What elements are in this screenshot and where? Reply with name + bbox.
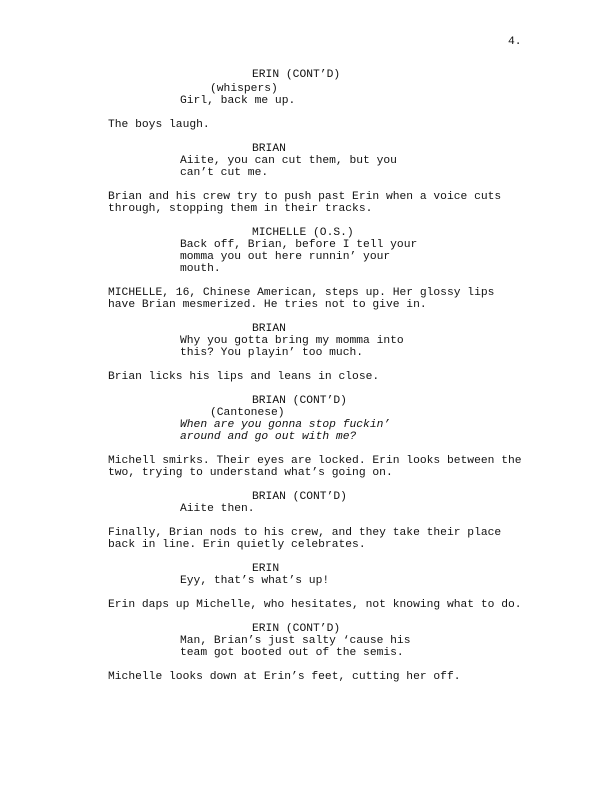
dialogue-block bbox=[180, 635, 411, 659]
text-line: MICHELLE, 16, Chinese American, steps up. Her glossy lips bbox=[108, 287, 495, 299]
dialogue-block bbox=[180, 575, 329, 587]
text-line: Finally, Brian nods to his crew, and they take their place bbox=[108, 527, 502, 539]
dialogue-block bbox=[180, 419, 390, 443]
text-line: Aiite then. bbox=[180, 503, 255, 515]
character-cue bbox=[252, 395, 347, 407]
action-line bbox=[108, 671, 461, 683]
text-line: Michelle looks down at Erin’s feet, cutting her off. bbox=[108, 671, 461, 683]
text-line: BRIAN (CONT’D) bbox=[252, 491, 347, 503]
text-line: ERIN (CONT’D) bbox=[252, 69, 341, 81]
page-number: 4. bbox=[508, 36, 522, 48]
text-line: BRIAN bbox=[252, 143, 286, 155]
text-line: ERIN (CONT’D) bbox=[252, 623, 341, 635]
character-cue bbox=[252, 623, 340, 635]
text-line: momma you out here runnin’ your bbox=[180, 251, 391, 263]
text-line: Aiite, you can cut them, but you bbox=[180, 155, 397, 167]
text-line: MICHELLE (O.S.) bbox=[252, 227, 354, 239]
text-line: mouth. bbox=[180, 263, 221, 275]
character-cue bbox=[252, 69, 340, 81]
text-line: Girl, back me up. bbox=[180, 95, 296, 107]
action-line bbox=[108, 371, 379, 383]
parenthetical bbox=[210, 83, 278, 95]
dialogue-block bbox=[180, 335, 404, 359]
text-line: The boys laugh. bbox=[108, 119, 210, 131]
text-line: Brian and his crew try to push past Erin when a voice cuts bbox=[108, 191, 502, 203]
action-line bbox=[108, 527, 501, 551]
text-line: around and go out with me? bbox=[180, 431, 357, 443]
text-line: through, stopping them in their tracks. bbox=[108, 203, 373, 215]
text-line: Back off, Brian, before I tell your bbox=[180, 239, 418, 251]
dialogue-block bbox=[180, 155, 397, 179]
text-line: When are you gonna stop fuckin’ bbox=[180, 419, 391, 431]
text-line: BRIAN bbox=[252, 323, 286, 335]
dialogue-block bbox=[180, 239, 417, 275]
text-line: Brian licks his lips and leans in close. bbox=[108, 371, 380, 383]
dialogue-block bbox=[180, 95, 295, 107]
parenthetical bbox=[210, 407, 285, 419]
action-line bbox=[108, 119, 210, 131]
text-line: (Cantonese) bbox=[210, 407, 285, 419]
character-cue bbox=[252, 491, 347, 503]
text-line: two, trying to understand what’s going on. bbox=[108, 467, 393, 479]
character-cue bbox=[252, 227, 354, 239]
dialogue-block bbox=[180, 503, 255, 515]
text-line: this? You playin’ too much. bbox=[180, 347, 364, 359]
text-line: can’t cut me. bbox=[180, 167, 269, 179]
text-line: team got booted out of the semis. bbox=[180, 647, 404, 659]
text-line: Why you gotta bring my momma into bbox=[180, 335, 404, 347]
text-line: Erin daps up Michelle, who hesitates, not knowing what to do. bbox=[108, 599, 522, 611]
character-cue bbox=[252, 563, 279, 575]
text-line: Michell smirks. Their eyes are locked. Erin looks between the bbox=[108, 455, 522, 467]
text-line: have Brian mesmerized. He tries not to give in. bbox=[108, 299, 427, 311]
text-line: BRIAN (CONT’D) bbox=[252, 395, 347, 407]
action-line bbox=[108, 287, 494, 311]
character-cue bbox=[252, 323, 286, 335]
action-line bbox=[108, 599, 522, 611]
character-cue bbox=[252, 143, 286, 155]
text-line: Eyy, that’s what’s up! bbox=[180, 575, 330, 587]
text-line: (whispers) bbox=[210, 83, 278, 95]
text-line: back in line. Erin quietly celebrates. bbox=[108, 539, 366, 551]
text-line: ERIN bbox=[252, 563, 280, 575]
action-line bbox=[108, 191, 501, 215]
text-line: Man, Brian’s just salty ‘cause his bbox=[180, 635, 411, 647]
action-line bbox=[108, 455, 522, 479]
